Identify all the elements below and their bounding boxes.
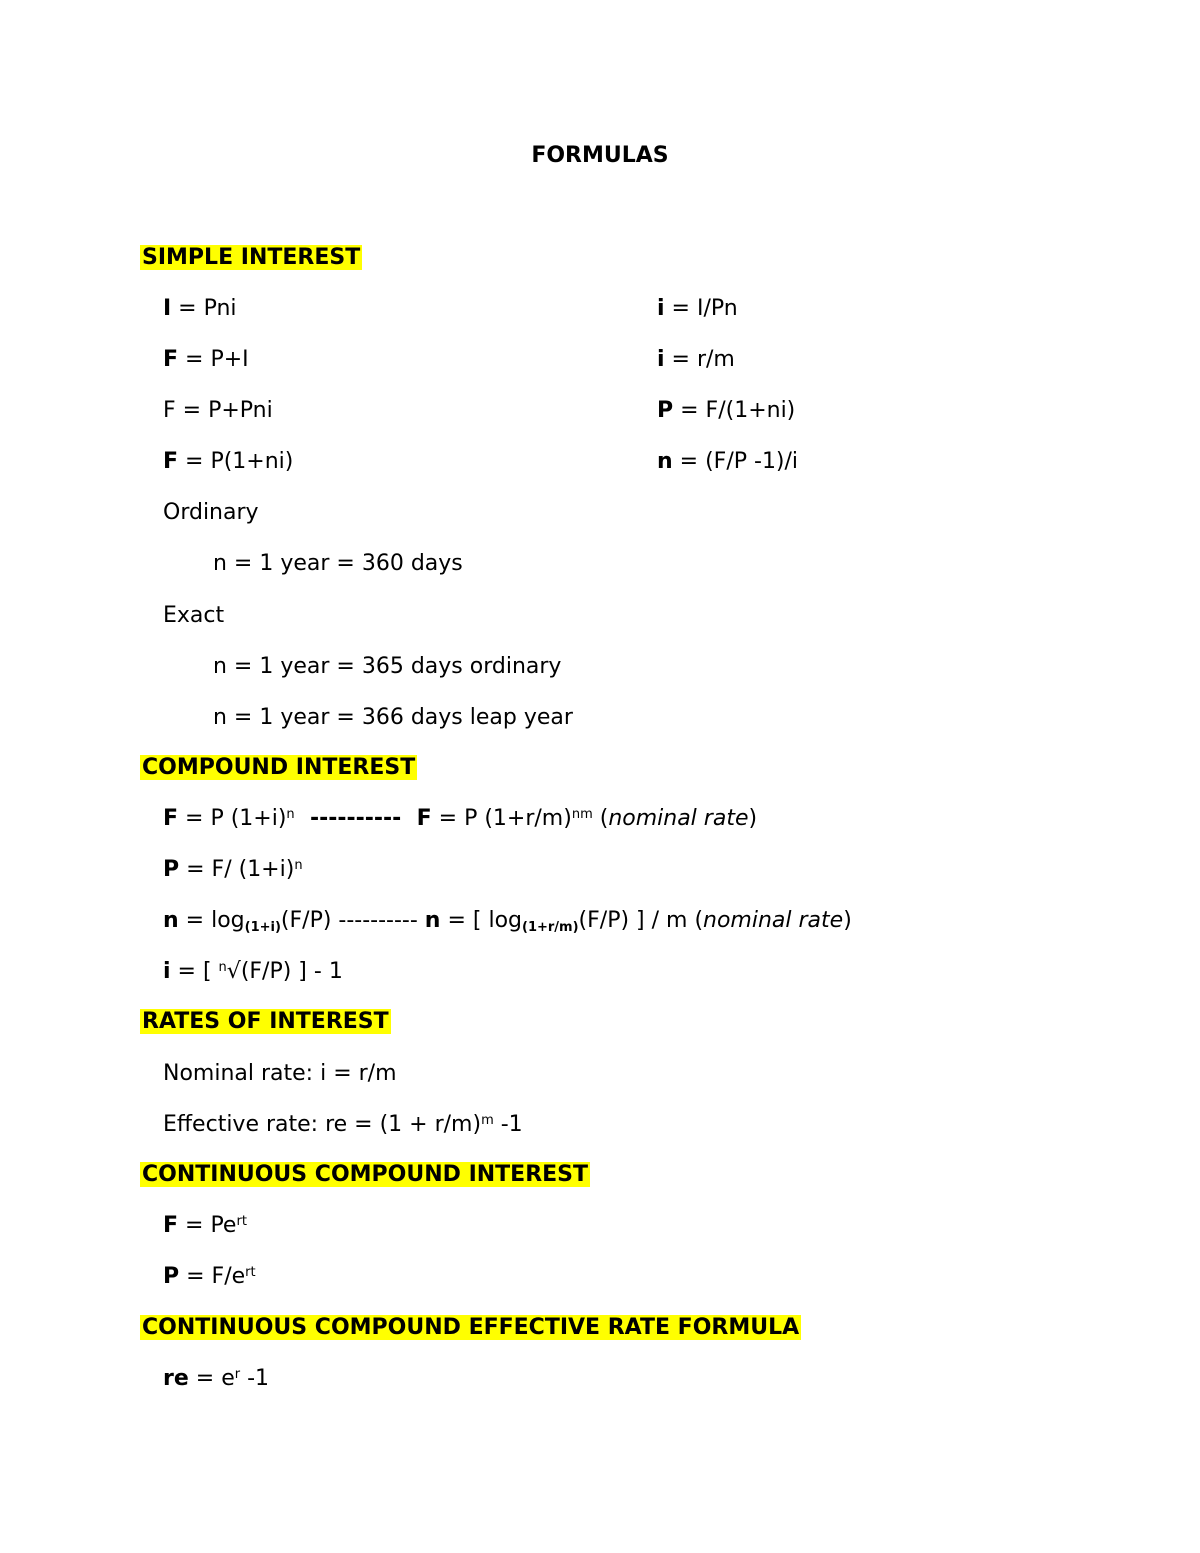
formula-compound-rate: i = [ $^n$√(F/P) ] - 1: [163, 959, 343, 984]
heading-text: RATES OF INTEREST: [142, 1009, 389, 1034]
heading-text: COMPOUND INTEREST: [142, 755, 416, 780]
formula-compound-periods: $n = \log_{(1+i)}(F/P)$ ---------- n = [ $\log_{(1+r/m)}(F/P)$ ] / m (nominal rate): [163, 908, 852, 935]
heading-text: CONTINUOUS COMPOUND EFFECTIVE RATE FORMULA: [142, 1315, 800, 1340]
page-title: FORMULAS: [531, 143, 669, 168]
label-exact: Exact: [163, 603, 225, 628]
formula-future-value-sum: F = P+I: [163, 347, 249, 372]
formula-periods-simple: n = (F/P -1)/i: [657, 449, 799, 474]
formula-future-value-factored: F = P(1+ni): [163, 449, 294, 474]
formula-effective-rate: Effective rate: re = $(1 + r/m)^m$ -1: [163, 1112, 523, 1137]
section-heading-compound-interest: [140, 753, 417, 783]
section-heading-simple-interest: [140, 243, 362, 273]
formula-rate-per-period: i = r/m: [657, 347, 735, 372]
formula-rate-from-interest: i = I/Pn: [657, 296, 738, 321]
formula-future-value-expanded: F = P+Pni: [163, 398, 273, 423]
line-exact-ordinary-year: n = 1 year = 365 days ordinary: [213, 654, 562, 679]
formula-compound-future-value: F = P $(1+i)^n$ ---------- F = P $(1+r/m)^{nm}$ (nominal rate): [163, 806, 758, 831]
heading-text: CONTINUOUS COMPOUND INTEREST: [142, 1162, 589, 1187]
formula-continuous-effective-rate: re = $e^r$ -1: [163, 1366, 270, 1391]
line-exact-leap-year: n = 1 year = 366 days leap year: [213, 705, 573, 730]
formula-continuous-future-value: $F = Pe^{rt}$: [163, 1213, 247, 1238]
section-heading-continuous-compound-interest: [140, 1160, 590, 1190]
formula-simple-interest: I = Pni: [163, 296, 237, 321]
heading-text: SIMPLE INTEREST: [142, 245, 361, 270]
formula-continuous-present-value: $P = F/e^{rt}$: [163, 1264, 256, 1289]
label-ordinary: Ordinary: [163, 500, 259, 525]
formula-present-value-simple: P = F/(1+ni): [657, 398, 796, 423]
formula-compound-present-value: P = F/ $(1+i)^n$: [163, 857, 303, 882]
line-ordinary-year: n = 1 year = 360 days: [213, 551, 463, 576]
section-heading-rates-of-interest: [140, 1007, 391, 1037]
section-heading-continuous-effective-rate: [140, 1313, 801, 1343]
formula-nominal-rate: Nominal rate: i = r/m: [163, 1061, 397, 1086]
